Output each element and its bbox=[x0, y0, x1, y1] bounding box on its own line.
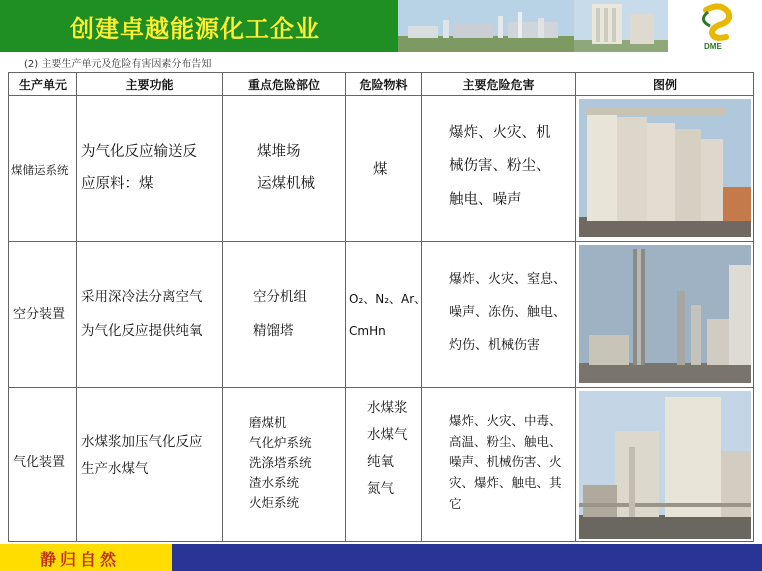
svg-text:DME: DME bbox=[704, 42, 722, 51]
footer-motto-panel bbox=[0, 544, 172, 571]
header-tower-photo bbox=[574, 0, 668, 52]
row1-function: 为气化反应输送反 应原料：煤 bbox=[81, 144, 197, 192]
col-header-hazards: 主要危险危害 bbox=[462, 78, 535, 92]
row1-hazards: 爆炸、火灾、机 械伤害、粉尘、 触电、噪声 bbox=[449, 125, 551, 208]
footer-motto: 静归自然 bbox=[40, 550, 121, 569]
hazard-table bbox=[8, 72, 754, 542]
row1-unit: 煤储运系统 bbox=[11, 163, 69, 177]
header-plant-photo bbox=[398, 0, 574, 52]
row3-function: 水煤浆加压气化反应 生产水煤气 bbox=[81, 434, 203, 477]
row1-materials: 煤 bbox=[373, 162, 388, 178]
row3-materials: 水煤浆 水煤气 纯氧 氮气 bbox=[367, 400, 408, 497]
row2-parts: 空分机组 精馏塔 bbox=[253, 289, 307, 339]
row1-parts: 煤堆场 运煤机械 bbox=[257, 144, 315, 192]
col-header-function: 主要功能 bbox=[125, 78, 174, 92]
table-caption: (2) 主要生产单元及危险有害因素分布告知 bbox=[24, 59, 212, 70]
col-header-unit: 生产单元 bbox=[18, 78, 67, 92]
page-title: 创建卓越能源化工企业 bbox=[70, 15, 320, 43]
col-header-legend: 图例 bbox=[652, 78, 677, 92]
row3-parts: 磨煤机 气化炉系统 洗涤塔系统 渣水系统 火炬系统 bbox=[249, 415, 312, 510]
gasification-photo bbox=[579, 391, 751, 539]
row2-materials: O₂、N₂、Ar、 CmHn bbox=[349, 292, 427, 339]
footer-blue-band bbox=[172, 544, 762, 571]
col-header-parts: 重点危险部位 bbox=[247, 78, 320, 92]
row3-hazards: 爆炸、火灾、中毒、 高温、粉尘、触电、 噪声、机械伤害、火 灾、爆炸、触电、其 它 bbox=[449, 413, 562, 511]
row2-hazards: 爆炸、火灾、窒息、 噪声、冻伤、触电、 灼伤、机械伤害 bbox=[449, 272, 567, 354]
coal-silo-photo bbox=[579, 99, 751, 237]
header-banner bbox=[0, 0, 762, 52]
air-separation-photo bbox=[579, 245, 751, 383]
title-bar bbox=[0, 0, 398, 52]
row2-function: 采用深冷法分离空气 为气化反应提供纯氧 bbox=[81, 289, 203, 339]
footer-bar bbox=[0, 544, 762, 571]
row3-unit: 气化装置 bbox=[13, 455, 66, 470]
row2-unit: 空分装置 bbox=[13, 307, 66, 322]
company-logo bbox=[668, 0, 762, 52]
col-header-materials: 危险物料 bbox=[359, 78, 408, 92]
